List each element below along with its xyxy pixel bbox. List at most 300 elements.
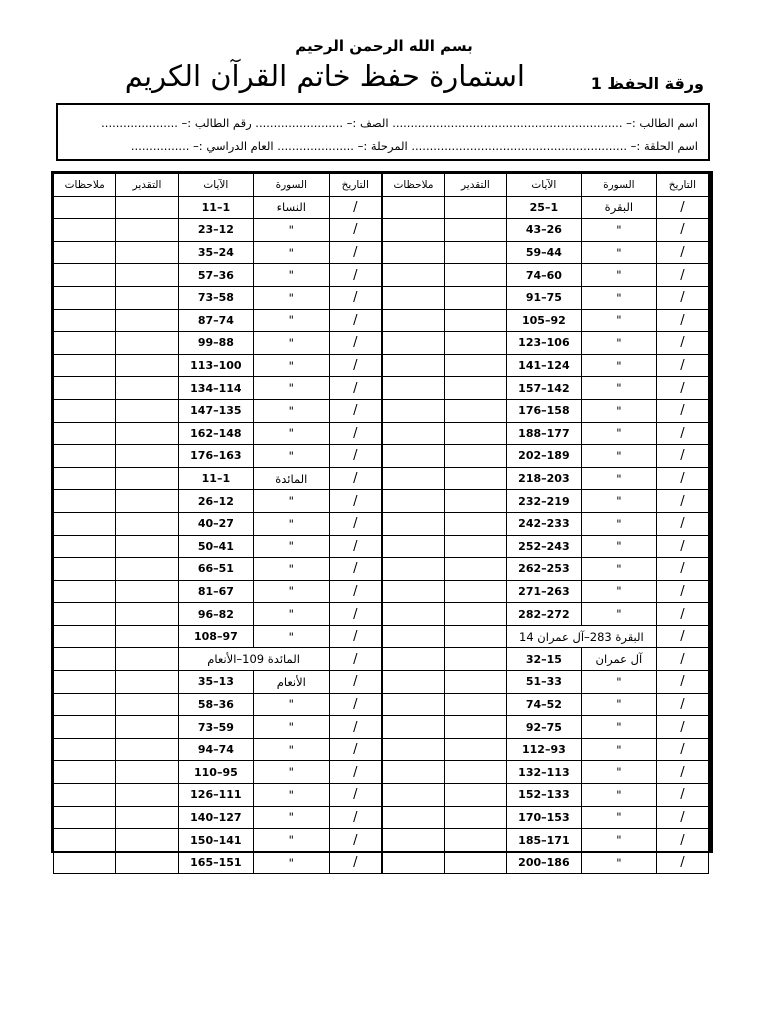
col-header-ayat: الآيات <box>506 174 581 197</box>
grade-cell <box>116 219 178 242</box>
date-cell: / <box>656 377 708 400</box>
ayat-cell: 15–32 <box>506 648 581 671</box>
surah-cell: " <box>581 445 656 468</box>
surah-cell: " <box>254 738 329 761</box>
surah-cell: " <box>581 829 656 852</box>
notes-cell <box>54 286 116 309</box>
surah-cell: " <box>254 241 329 264</box>
date-cell: / <box>329 377 381 400</box>
table-row <box>54 535 382 558</box>
table-row <box>54 806 382 829</box>
surah-cell: " <box>254 806 329 829</box>
date-cell: / <box>656 286 708 309</box>
surah-cell: " <box>581 286 656 309</box>
notes-cell <box>54 219 116 242</box>
surah-cell: " <box>254 829 329 852</box>
grade-cell <box>116 603 178 626</box>
surah-cell: " <box>254 716 329 739</box>
surah-cell: " <box>581 377 656 400</box>
notes-cell <box>383 761 445 784</box>
table-left-body <box>54 196 382 874</box>
ayat-cell: 133–152 <box>506 784 581 807</box>
notes-cell <box>383 648 445 671</box>
col-header-notes: ملاحظات <box>54 174 116 197</box>
table-row <box>383 241 709 264</box>
grade-cell <box>116 241 178 264</box>
grade-cell <box>116 332 178 355</box>
grade-cell <box>116 761 178 784</box>
notes-cell <box>383 241 445 264</box>
surah-cell: " <box>581 784 656 807</box>
table-row <box>54 264 382 287</box>
date-cell: / <box>656 241 708 264</box>
table-row <box>383 512 709 535</box>
notes-cell <box>54 490 116 513</box>
date-cell: / <box>329 829 381 852</box>
grade-cell <box>444 558 506 581</box>
table-row <box>54 829 382 852</box>
notes-cell <box>383 264 445 287</box>
surah-cell: " <box>581 241 656 264</box>
col-header-surah: السورة <box>581 174 656 197</box>
table-row <box>54 512 382 535</box>
notes-cell <box>383 671 445 694</box>
date-cell: / <box>656 219 708 242</box>
grade-cell <box>116 558 178 581</box>
table-row <box>383 286 709 309</box>
table-row <box>54 377 382 400</box>
table-row <box>383 851 709 874</box>
date-cell: / <box>656 851 708 874</box>
date-cell: / <box>329 219 381 242</box>
col-header-surah: السورة <box>254 174 329 197</box>
date-cell: / <box>329 761 381 784</box>
notes-cell <box>383 332 445 355</box>
notes-cell <box>383 377 445 400</box>
date-cell: / <box>656 829 708 852</box>
grade-cell <box>116 625 178 648</box>
notes-cell <box>54 512 116 535</box>
page-title: استمارة حفظ خاتم القرآن الكريم <box>124 59 525 93</box>
ayat-cell: 41–50 <box>178 535 253 558</box>
grade-cell <box>116 738 178 761</box>
surah-cell: " <box>254 399 329 422</box>
date-cell: / <box>656 558 708 581</box>
date-cell: / <box>329 512 381 535</box>
ayat-cell: 24–35 <box>178 241 253 264</box>
table-row <box>54 761 382 784</box>
table-row <box>383 671 709 694</box>
notes-cell <box>54 196 116 219</box>
table-row <box>54 784 382 807</box>
table-row <box>54 467 382 490</box>
date-cell: / <box>656 535 708 558</box>
table-row <box>383 535 709 558</box>
ayat-cell: 51–66 <box>178 558 253 581</box>
table-right-half <box>382 173 711 871</box>
surah-cell: " <box>581 761 656 784</box>
grade-cell <box>444 467 506 490</box>
notes-cell <box>383 693 445 716</box>
date-cell: / <box>329 806 381 829</box>
ayat-cell: 272–282 <box>506 603 581 626</box>
surah-cell: " <box>581 490 656 513</box>
table-row <box>54 603 382 626</box>
ayat-cell: 219–232 <box>506 490 581 513</box>
table-row <box>383 716 709 739</box>
ayat-cell: 33–51 <box>506 671 581 694</box>
table-row <box>383 219 709 242</box>
notes-cell <box>383 490 445 513</box>
ayat-cell: 74–94 <box>178 738 253 761</box>
table-row <box>54 558 382 581</box>
ayat-cell: 141–150 <box>178 829 253 852</box>
table-row <box>54 671 382 694</box>
grade-cell <box>444 354 506 377</box>
col-header-notes: ملاحظات <box>383 174 445 197</box>
ayat-cell: 13–35 <box>178 671 253 694</box>
notes-cell <box>54 580 116 603</box>
ayat-cell: 233–242 <box>506 512 581 535</box>
ayat-cell: 127–140 <box>178 806 253 829</box>
table-row <box>54 580 382 603</box>
ayat-cell: 95–110 <box>178 761 253 784</box>
ayat-cell: 113–132 <box>506 761 581 784</box>
date-cell: / <box>329 535 381 558</box>
surah-cell: البقرة <box>581 196 656 219</box>
table-row <box>383 399 709 422</box>
notes-cell <box>54 603 116 626</box>
grade-cell <box>444 761 506 784</box>
date-cell: / <box>329 445 381 468</box>
surah-cell: " <box>581 738 656 761</box>
surah-cell: " <box>581 399 656 422</box>
date-cell: / <box>329 671 381 694</box>
ayat-cell: 151–165 <box>178 851 253 874</box>
surah-cell: " <box>581 354 656 377</box>
notes-cell <box>383 512 445 535</box>
notes-cell <box>54 309 116 332</box>
ayat-cell: 67–81 <box>178 580 253 603</box>
table-right-body <box>383 196 709 874</box>
ayat-cell: 163–176 <box>178 445 253 468</box>
ayat-cell: 158–176 <box>506 399 581 422</box>
ayat-cell: 106–123 <box>506 332 581 355</box>
surah-cell: " <box>254 625 329 648</box>
date-cell: / <box>656 580 708 603</box>
ayat-cell: 44–59 <box>506 241 581 264</box>
date-cell: / <box>329 422 381 445</box>
ayat-cell: 243–252 <box>506 535 581 558</box>
table-row <box>383 580 709 603</box>
table-row <box>383 648 709 671</box>
notes-cell <box>383 851 445 874</box>
date-cell: / <box>656 784 708 807</box>
notes-cell <box>383 399 445 422</box>
ayat-cell: 92–105 <box>506 309 581 332</box>
col-header-grade: التقدير <box>444 174 506 197</box>
table-row <box>383 829 709 852</box>
ayat-cell: 135–147 <box>178 399 253 422</box>
table-row <box>54 738 382 761</box>
notes-cell <box>54 693 116 716</box>
memorization-table <box>51 171 713 871</box>
notes-cell <box>54 784 116 807</box>
surah-cell: النساء <box>254 196 329 219</box>
ayat-cell: 97–108 <box>178 625 253 648</box>
ayat-cell: 59–73 <box>178 716 253 739</box>
col-header-date: التاريخ <box>656 174 708 197</box>
table-row <box>383 196 709 219</box>
table-row <box>54 196 382 219</box>
grade-cell <box>444 580 506 603</box>
notes-cell <box>383 738 445 761</box>
notes-cell <box>383 580 445 603</box>
col-header-ayat: الآيات <box>178 174 253 197</box>
ayat-cell: 142–157 <box>506 377 581 400</box>
grade-cell <box>116 196 178 219</box>
surah-cell: " <box>581 603 656 626</box>
notes-cell <box>383 558 445 581</box>
notes-cell <box>383 716 445 739</box>
surah-cell: " <box>254 354 329 377</box>
ayat-cell: 1–25 <box>506 196 581 219</box>
date-cell: / <box>656 490 708 513</box>
notes-cell <box>54 377 116 400</box>
date-cell: / <box>656 399 708 422</box>
notes-cell <box>383 196 445 219</box>
table-row <box>383 354 709 377</box>
ayat-cell: 27–40 <box>178 512 253 535</box>
ayat-cell: 82–96 <box>178 603 253 626</box>
date-cell: / <box>329 490 381 513</box>
table-row <box>383 806 709 829</box>
table-row <box>54 693 382 716</box>
surah-cell: " <box>254 332 329 355</box>
surah-cell: " <box>581 716 656 739</box>
notes-cell <box>54 761 116 784</box>
table-right <box>382 173 709 874</box>
table-row <box>54 716 382 739</box>
student-info-box <box>56 103 710 161</box>
table-row <box>54 286 382 309</box>
ayat-cell: 60–74 <box>506 264 581 287</box>
grade-cell <box>444 264 506 287</box>
surah-cell: " <box>581 219 656 242</box>
date-cell: / <box>656 422 708 445</box>
surah-cell: " <box>581 558 656 581</box>
table-row <box>54 399 382 422</box>
date-cell: / <box>329 716 381 739</box>
date-cell: / <box>656 693 708 716</box>
ayat-cell: 153–170 <box>506 806 581 829</box>
grade-cell <box>444 219 506 242</box>
surah-cell: " <box>254 377 329 400</box>
notes-cell <box>54 354 116 377</box>
ayat-cell: 253–262 <box>506 558 581 581</box>
surah-cell: " <box>581 580 656 603</box>
ayat-cell: 36–58 <box>178 693 253 716</box>
notes-cell <box>54 332 116 355</box>
date-cell: / <box>329 309 381 332</box>
date-cell: / <box>656 512 708 535</box>
ayat-cell: 124–141 <box>506 354 581 377</box>
table-row <box>54 851 382 874</box>
table-row <box>383 603 709 626</box>
table-left <box>53 173 382 874</box>
grade-cell <box>444 422 506 445</box>
ayat-cell: 1–11 <box>178 196 253 219</box>
grade-cell <box>444 241 506 264</box>
grade-cell <box>444 286 506 309</box>
table-row <box>383 264 709 287</box>
surah-ayat-merged-cell: البقرة 283–آل عمران 14 <box>506 625 656 648</box>
notes-cell <box>383 625 445 648</box>
table-row <box>54 219 382 242</box>
surah-cell: " <box>254 512 329 535</box>
surah-cell: " <box>254 490 329 513</box>
grade-cell <box>116 716 178 739</box>
table-header-row <box>54 174 382 197</box>
ayat-cell: 12–23 <box>178 219 253 242</box>
grade-cell <box>444 693 506 716</box>
date-cell: / <box>329 558 381 581</box>
ayat-cell: 189–202 <box>506 445 581 468</box>
date-cell: / <box>656 603 708 626</box>
ayat-cell: 111–126 <box>178 784 253 807</box>
table-row <box>383 784 709 807</box>
date-cell: / <box>329 241 381 264</box>
table-row <box>383 445 709 468</box>
date-cell: / <box>656 625 708 648</box>
grade-cell <box>444 784 506 807</box>
surah-cell: " <box>254 309 329 332</box>
grade-cell <box>116 264 178 287</box>
ayat-cell: 114–134 <box>178 377 253 400</box>
surah-cell: " <box>254 580 329 603</box>
grade-cell <box>116 399 178 422</box>
table-row <box>383 761 709 784</box>
surah-cell: " <box>581 332 656 355</box>
date-cell: / <box>329 625 381 648</box>
col-header-date: التاريخ <box>329 174 381 197</box>
notes-cell <box>54 716 116 739</box>
notes-cell <box>383 309 445 332</box>
surah-cell: الأنعام <box>254 671 329 694</box>
grade-cell <box>444 309 506 332</box>
surah-cell: " <box>581 851 656 874</box>
ayat-cell: 26–43 <box>506 219 581 242</box>
notes-cell <box>383 535 445 558</box>
grade-cell <box>444 648 506 671</box>
grade-cell <box>116 445 178 468</box>
surah-ayat-merged-cell: المائدة 109–الأنعام <box>178 648 329 671</box>
surah-cell: " <box>254 445 329 468</box>
date-cell: / <box>329 851 381 874</box>
date-cell: / <box>656 806 708 829</box>
notes-cell <box>383 784 445 807</box>
date-cell: / <box>656 354 708 377</box>
grade-cell <box>444 196 506 219</box>
surah-cell: آل عمران <box>581 648 656 671</box>
ayat-cell: 177–188 <box>506 422 581 445</box>
notes-cell <box>54 558 116 581</box>
table-row <box>383 377 709 400</box>
grade-cell <box>116 671 178 694</box>
notes-cell <box>383 829 445 852</box>
grade-cell <box>116 377 178 400</box>
surah-cell: " <box>581 535 656 558</box>
ayat-cell: 100–113 <box>178 354 253 377</box>
date-cell: / <box>329 603 381 626</box>
surah-cell: " <box>254 219 329 242</box>
grade-cell <box>116 490 178 513</box>
table-row <box>54 332 382 355</box>
table-row <box>383 332 709 355</box>
table-row <box>54 490 382 513</box>
ayat-cell: 58–73 <box>178 286 253 309</box>
grade-cell <box>116 535 178 558</box>
grade-cell <box>116 512 178 535</box>
ayat-cell: 186–200 <box>506 851 581 874</box>
table-row <box>383 309 709 332</box>
surah-cell: " <box>581 693 656 716</box>
ayat-cell: 52–74 <box>506 693 581 716</box>
grade-cell <box>116 422 178 445</box>
date-cell: / <box>329 784 381 807</box>
surah-cell: " <box>581 806 656 829</box>
notes-cell <box>54 671 116 694</box>
grade-cell <box>116 851 178 874</box>
surah-cell: " <box>254 535 329 558</box>
notes-cell <box>54 648 116 671</box>
surah-cell: " <box>581 264 656 287</box>
grade-cell <box>116 354 178 377</box>
surah-cell: " <box>254 286 329 309</box>
grade-cell <box>444 377 506 400</box>
table-row <box>54 422 382 445</box>
notes-cell <box>54 264 116 287</box>
ayat-cell: 93–112 <box>506 738 581 761</box>
notes-cell <box>383 603 445 626</box>
grade-cell <box>116 829 178 852</box>
date-cell: / <box>656 716 708 739</box>
grade-cell <box>116 580 178 603</box>
table-row <box>54 241 382 264</box>
date-cell: / <box>329 399 381 422</box>
table-row <box>54 648 382 671</box>
notes-cell <box>54 535 116 558</box>
table-row <box>383 558 709 581</box>
notes-cell <box>54 829 116 852</box>
ayat-cell: 36–57 <box>178 264 253 287</box>
grade-cell <box>116 693 178 716</box>
surah-cell: " <box>581 512 656 535</box>
table-row <box>54 354 382 377</box>
grade-cell <box>444 671 506 694</box>
table-row <box>383 738 709 761</box>
ayat-cell: 75–92 <box>506 716 581 739</box>
grade-cell <box>444 738 506 761</box>
ayat-cell: 263–271 <box>506 580 581 603</box>
ayat-cell: 171–185 <box>506 829 581 852</box>
notes-cell <box>383 806 445 829</box>
surah-cell: " <box>581 422 656 445</box>
date-cell: / <box>656 467 708 490</box>
notes-cell <box>383 422 445 445</box>
grade-cell <box>444 332 506 355</box>
surah-cell: " <box>254 264 329 287</box>
